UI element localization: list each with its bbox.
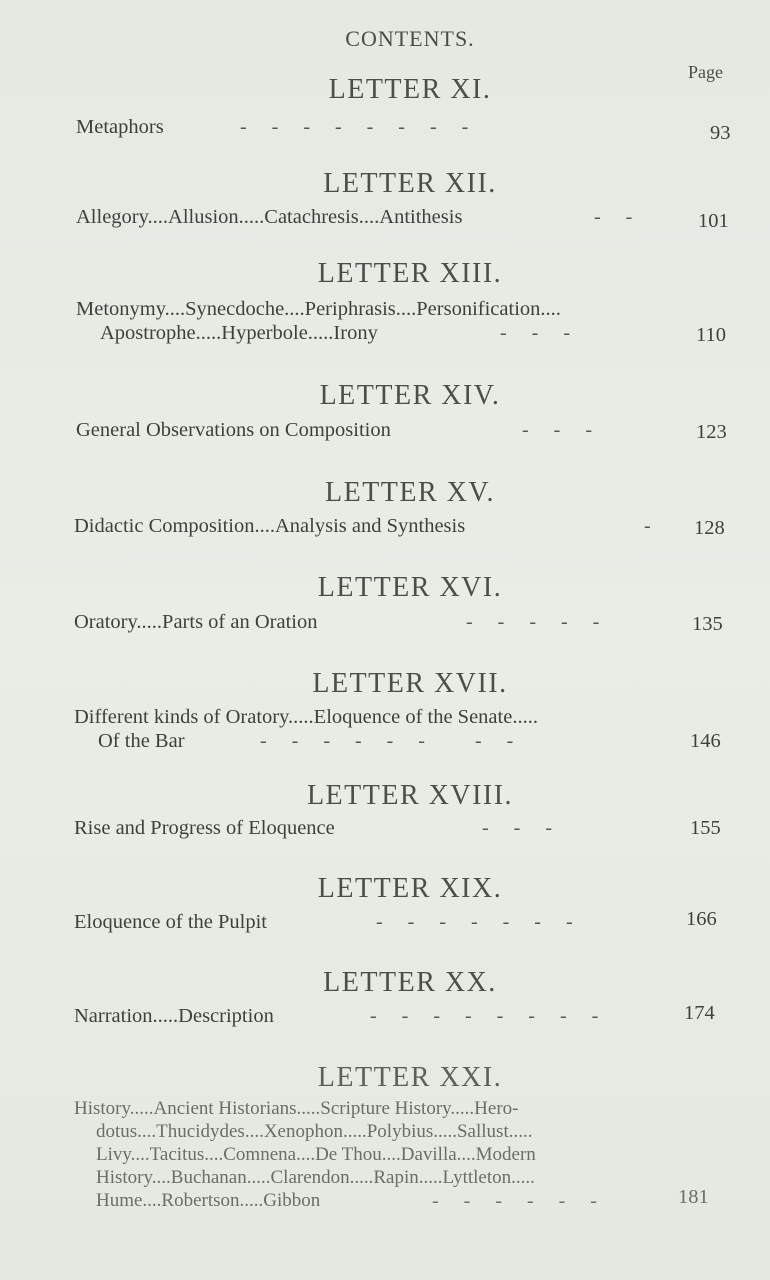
letter-heading: LETTER XVIII. — [306, 780, 514, 811]
entry-line: Livy....Tacitus....Comnena....De Thou....Davilla....Modern — [96, 1144, 536, 1165]
leader-dots: - - - - - - - — [376, 911, 573, 933]
page-column-label: Page — [688, 62, 723, 82]
page-number: 135 — [692, 613, 723, 635]
entry-line: Metonymy....Synecdoche....Periphrasis....Personification.... — [76, 298, 561, 320]
leader-dots: - - - — [500, 322, 570, 344]
letter-heading: LETTER XIV. — [319, 380, 501, 411]
entry-line: Of the Bar — [98, 730, 185, 752]
entry-line: Rise and Progress of Eloquence — [74, 817, 335, 839]
letter-heading: LETTER XIII. — [317, 258, 503, 289]
entry-line: Metaphors — [76, 116, 164, 138]
entry-line: Oratory.....Parts of an Oration — [74, 611, 318, 633]
letter-heading: LETTER XII. — [323, 168, 497, 199]
leader-dots: - - — [594, 206, 633, 228]
page-number: 110 — [696, 324, 726, 346]
letter-heading: LETTER XXI. — [317, 1062, 503, 1093]
entry-line: Allegory....Allusion.....Catachresis....Antithesis — [76, 206, 463, 228]
page-number: 93 — [710, 122, 731, 144]
entry-line: Narration.....Description — [74, 1005, 274, 1027]
leader-dots: - - - - - - — [432, 1190, 597, 1212]
page-number: 174 — [684, 1002, 715, 1024]
entry-line: Different kinds of Oratory.....Eloquence of the Senate..... — [74, 706, 538, 728]
leader-dots: - - - - - - - - — [240, 116, 469, 138]
entry-line: History....Buchanan.....Clarendon.....Rapin.....Lyttleton..... — [96, 1167, 535, 1188]
entry-line: General Observations on Composition — [76, 419, 391, 441]
page-number: 123 — [696, 421, 727, 443]
letter-heading: LETTER XVII. — [312, 668, 508, 699]
leader-dots: - - - - - — [466, 611, 600, 633]
leader-dots: - - - - - - - - — [260, 730, 514, 752]
entry-line: Hume....Robertson.....Gibbon — [96, 1190, 321, 1211]
page-number: 181 — [678, 1186, 709, 1208]
page-title: CONTENTS. — [345, 26, 475, 51]
page-number: 155 — [690, 817, 721, 839]
letter-heading: LETTER XVI. — [317, 572, 503, 603]
page-number: 101 — [698, 210, 729, 232]
letter-heading: LETTER XX. — [323, 967, 497, 998]
letter-heading: LETTER XI. — [328, 74, 492, 105]
leader-dots: - - - — [522, 419, 592, 441]
entry-line: Apostrophe.....Hyperbole.....Irony — [100, 322, 378, 344]
entry-line: History.....Ancient Historians.....Scripture History.....Hero- — [74, 1098, 519, 1119]
entry-line: Didactic Composition....Analysis and Synthesis — [74, 515, 466, 537]
letter-heading: LETTER XIX. — [317, 873, 503, 904]
entry-line: dotus....Thucidydes....Xenophon.....Polybius.....Sallust..... — [96, 1121, 533, 1142]
leader-dots: - — [644, 515, 651, 537]
leader-dots: - - - - - - - - — [370, 1005, 599, 1027]
leader-dots: - - - — [482, 817, 552, 839]
letter-heading: LETTER XV. — [324, 477, 496, 508]
page-number: 166 — [686, 908, 717, 930]
page-number: 146 — [690, 730, 721, 752]
page-number: 128 — [694, 517, 725, 539]
entry-line: Eloquence of the Pulpit — [74, 911, 267, 933]
